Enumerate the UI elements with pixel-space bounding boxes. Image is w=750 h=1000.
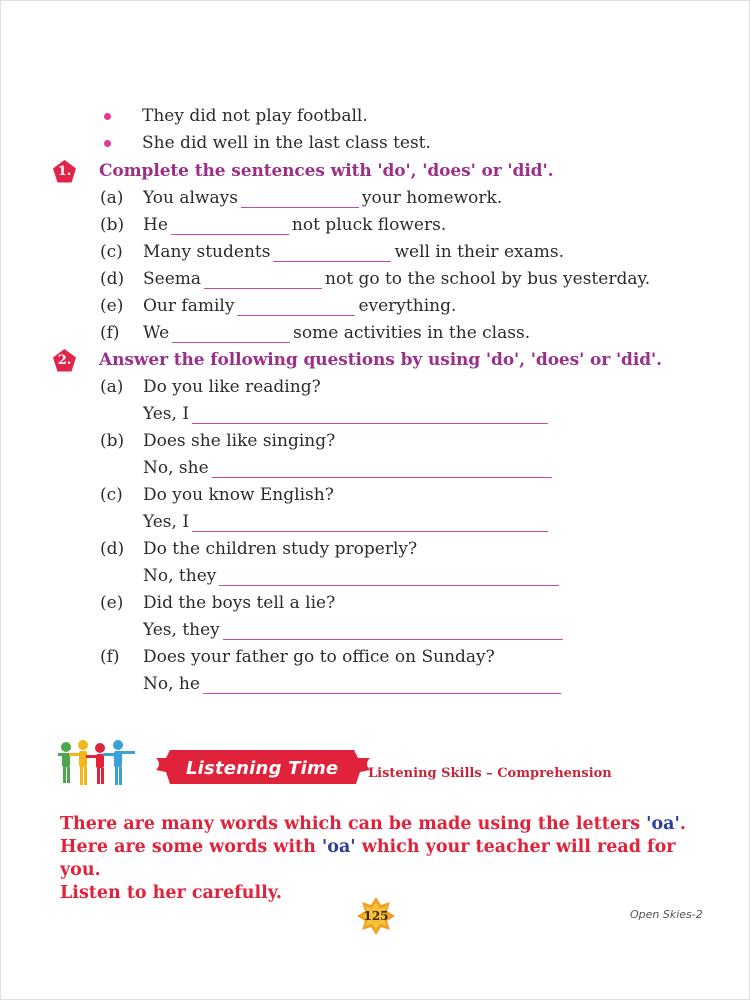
fill-blank[interactable]	[204, 270, 322, 289]
fill-blank[interactable]	[171, 216, 289, 235]
paragraph-text: .	[679, 814, 686, 834]
page-number: 125	[363, 909, 389, 923]
question-item	[100, 373, 321, 397]
item-label: (b)	[100, 215, 125, 235]
question-item	[100, 427, 335, 451]
question-2-heading	[52, 347, 662, 373]
item-question: Does she like singing?	[143, 431, 336, 451]
answer-line	[143, 670, 564, 694]
item-text-before: Seema	[143, 269, 202, 289]
item-label: (f)	[100, 323, 120, 343]
answer-blank[interactable]	[203, 675, 561, 694]
question-item	[100, 589, 335, 613]
answer-blank[interactable]	[219, 567, 559, 586]
answer-blank[interactable]	[192, 513, 548, 532]
banner-title: Listening Time	[186, 758, 339, 779]
item-text-after: everything.	[358, 296, 457, 316]
item-label: (f)	[100, 647, 120, 667]
exercise-item	[100, 238, 564, 262]
item-label: (b)	[100, 431, 125, 451]
answer-line	[143, 562, 562, 586]
item-text-after: not pluck flowers.	[291, 215, 447, 235]
answer-line	[143, 508, 551, 532]
question-number: 2.	[57, 352, 72, 368]
exercise-item	[100, 292, 456, 316]
answer-line	[143, 454, 555, 478]
bullet-dot-icon	[104, 113, 111, 120]
item-question: Do you like reading?	[143, 377, 321, 397]
fill-blank[interactable]	[237, 297, 355, 316]
item-label: (e)	[100, 296, 124, 316]
answer-prefix: Yes, I	[143, 404, 190, 424]
answer-prefix: Yes, they	[143, 620, 220, 640]
item-text-after: well in their exams.	[394, 242, 564, 262]
exercise-item	[100, 319, 530, 343]
answer-prefix: No, he	[143, 674, 200, 694]
highlighted-letters: 'oa'	[321, 837, 356, 857]
item-label: (e)	[100, 593, 124, 613]
exercise-item	[100, 184, 502, 208]
bullet-text: They did not play football.	[142, 106, 368, 126]
question-number-badge	[52, 348, 77, 373]
highlighted-letters: 'oa'	[646, 814, 680, 834]
paragraph-text: Here are some words with	[60, 837, 322, 857]
item-label: (a)	[100, 188, 124, 208]
paragraph-text: There are many words which can be made using the letters	[60, 814, 647, 834]
question-title: Answer the following questions by using 'do', 'does' or 'did'.	[99, 350, 662, 370]
question-title: Complete the sentences with 'do', 'does' or 'did'.	[99, 161, 554, 181]
item-text-after: not go to the school by bus yesterday.	[325, 269, 651, 289]
answer-line	[143, 616, 566, 640]
paragraph-line	[60, 813, 720, 836]
instruction-paragraph	[60, 813, 720, 905]
item-text-after: some activities in the class.	[293, 323, 531, 343]
answer-blank[interactable]	[223, 621, 563, 640]
paragraph-text: which your teacher will read for you.	[60, 837, 676, 880]
page-number-badge	[356, 896, 396, 936]
fill-blank[interactable]	[241, 189, 359, 208]
item-question: Do you know English?	[143, 485, 334, 505]
item-question: Does your father go to office on Sunday?	[143, 647, 495, 667]
item-text-before: You always	[143, 188, 238, 208]
answer-prefix: No, she	[143, 458, 209, 478]
item-text-before: Many students	[143, 242, 271, 262]
item-label: (d)	[100, 269, 125, 289]
question-number: 1.	[57, 163, 72, 179]
fill-blank[interactable]	[172, 324, 290, 343]
answer-prefix: No, they	[143, 566, 217, 586]
item-question: Do the children study properly?	[143, 539, 418, 559]
question-item	[100, 535, 417, 559]
exercise-item	[100, 211, 446, 235]
fill-blank[interactable]	[273, 243, 391, 262]
item-text-before: He	[143, 215, 168, 235]
answer-blank[interactable]	[212, 459, 552, 478]
question-1-heading	[52, 158, 553, 184]
answer-line	[143, 400, 551, 424]
item-label: (a)	[100, 377, 124, 397]
bullet-text: She did well in the last class test.	[142, 133, 431, 153]
item-label: (c)	[100, 242, 123, 262]
question-item	[100, 643, 495, 667]
item-text-before: Our family	[143, 296, 235, 316]
paragraph-line	[60, 836, 720, 882]
answer-prefix: Yes, I	[143, 512, 190, 532]
bullet-dot-icon	[104, 140, 111, 147]
question-item	[100, 481, 334, 505]
exercise-item	[100, 265, 650, 289]
question-number-badge	[52, 159, 77, 184]
item-text-after: your homework.	[361, 188, 503, 208]
paragraph-line: Listen to her carefully.	[60, 883, 283, 903]
listening-skills-subtitle: Listening Skills – Comprehension	[368, 766, 612, 781]
item-text-before: We	[143, 323, 170, 343]
book-title-footer: Open Skies-2	[630, 908, 703, 921]
item-label: (c)	[100, 485, 123, 505]
item-label: (d)	[100, 539, 125, 559]
item-question: Did the boys tell a lie?	[143, 593, 336, 613]
bullet-item	[100, 104, 368, 128]
answer-blank[interactable]	[192, 405, 548, 424]
bullet-item	[100, 131, 431, 155]
